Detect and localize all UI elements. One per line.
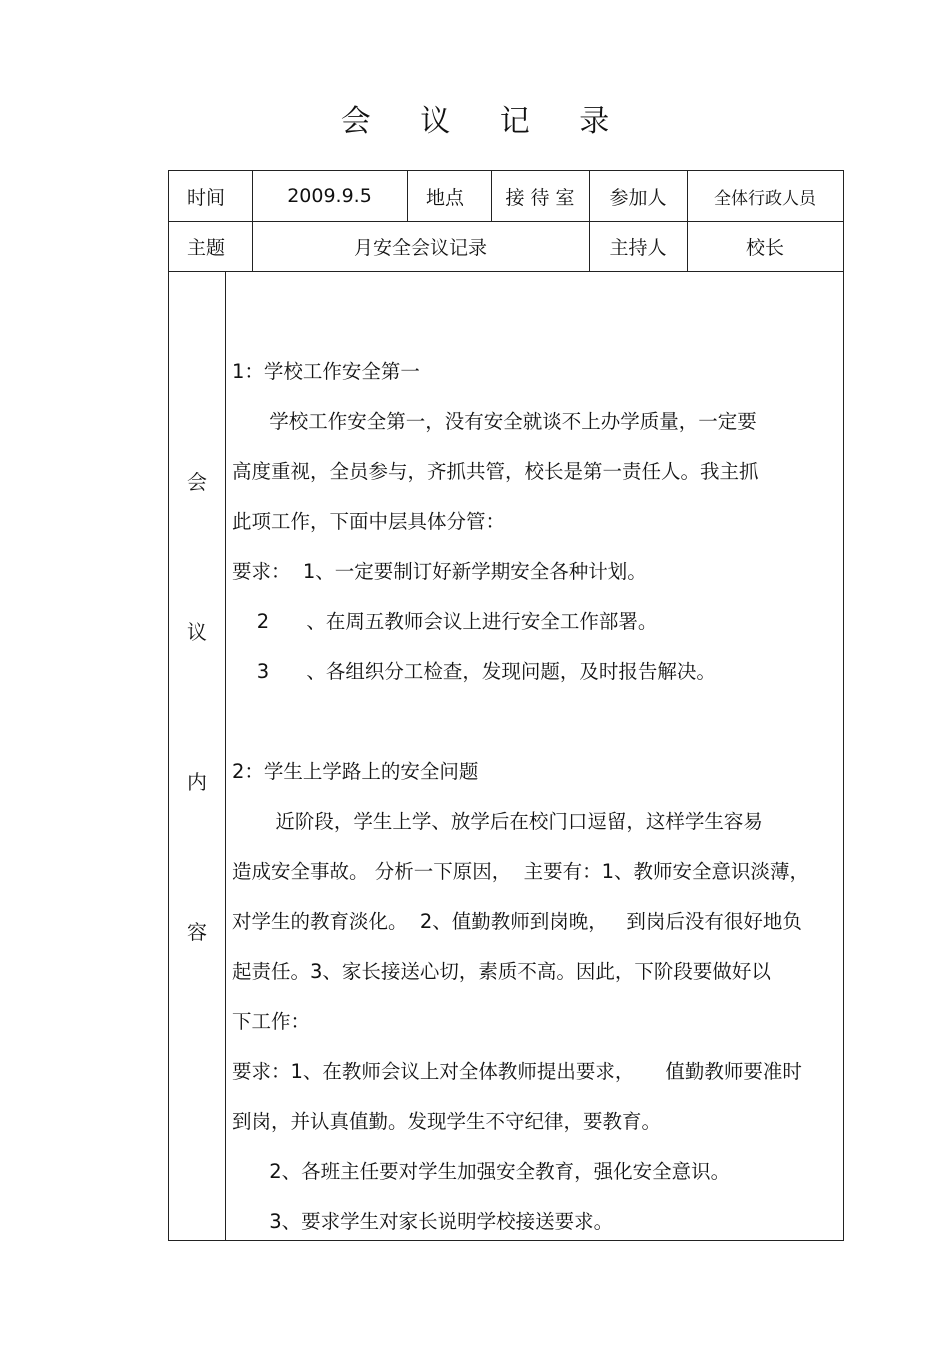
meeting-record-table (168, 170, 844, 1241)
section-gap (232, 697, 837, 747)
topic-label: 主题 (187, 236, 226, 259)
attendees-label: 参加人 (609, 186, 667, 209)
section-heading: 1：学校工作安全第一 (232, 360, 420, 383)
content-line: 要求： 1、一定要制订好新学期安全各种计划。 (232, 560, 647, 583)
host-value: 校长 (745, 236, 784, 259)
content-side-label-4: 容 (187, 920, 207, 944)
section-heading: 2：学生上学路上的安全问题 (232, 760, 479, 783)
content-line: 学校工作安全第一，没有安全就谈不上办学质量，一定要 (232, 410, 757, 433)
content-line: 高度重视，全员参与，齐抓共管，校长是第一责任人。我主抓 (232, 460, 759, 483)
content-line: 此项工作，下面中层具体分管： (232, 510, 506, 533)
content-side-label-2: 议 (187, 620, 207, 644)
content-side-label-1: 会 (187, 470, 207, 494)
time-value: 2009.9.5 (287, 185, 372, 207)
page-title: 会 议 记 录 (340, 104, 630, 139)
content-line: 下工作： (232, 1010, 311, 1033)
meeting-content (232, 347, 837, 1247)
content-line: 近阶段，学生上学、放学后在校门口逗留，这样学生容易 (232, 810, 763, 833)
content-side-label-3: 内 (187, 770, 207, 794)
content-line: 3、要求学生对家长说明学校接送要求。 (232, 1210, 614, 1233)
content-line: 2 、在周五教师会议上进行安全工作部署。 (232, 610, 658, 633)
attendees-value: 全体行政人员 (714, 188, 816, 209)
col-divider (225, 271, 226, 1240)
topic-value: 月安全会议记录 (353, 236, 487, 259)
content-line: 要求：1、在教师会议上对全体教师提出要求， 值勤教师要准时 (232, 1060, 802, 1083)
content-line: 到岗，并认真值勤。发现学生不守纪律，要教育。 (232, 1110, 662, 1133)
host-label: 主持人 (609, 236, 667, 259)
content-line: 对学生的教育淡化。 2、值勤教师到岗晚， 到岗后没有很好地负 (232, 910, 802, 933)
content-line: 2、各班主任要对学生加强安全教育，强化安全意识。 (232, 1160, 731, 1183)
content-line: 造成安全事故。 分析一下原因， 主要有：1、教师安全意识淡薄， (232, 860, 810, 883)
row-divider (169, 271, 843, 272)
content-line: 3 、各组织分工检查，发现问题，及时报告解决。 (232, 660, 716, 683)
place-label: 地点 (426, 186, 465, 209)
content-line: 起责任。3、家长接送心切，素质不高。因此，下阶段要做好以 (232, 960, 771, 983)
place-value: 接 待 室 (505, 186, 575, 209)
time-label: 时间 (187, 186, 226, 209)
